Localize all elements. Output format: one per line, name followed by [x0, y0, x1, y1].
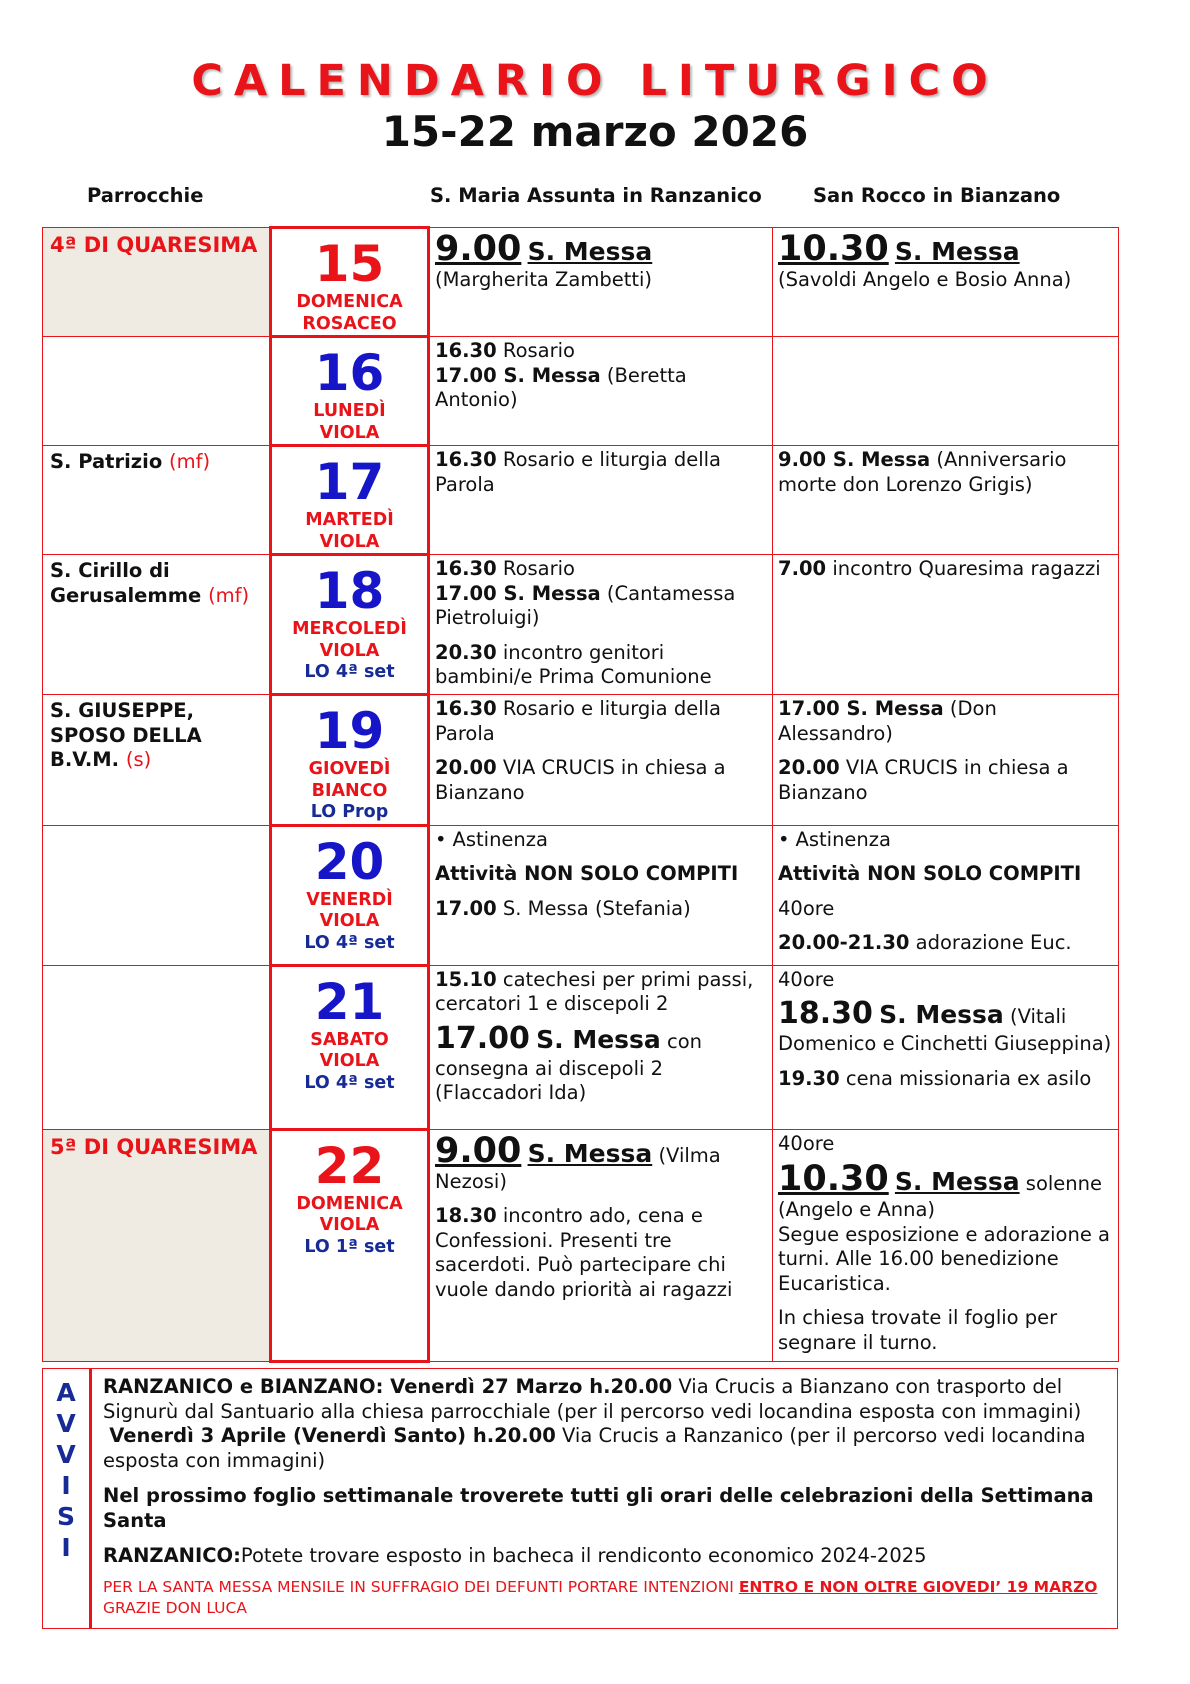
- page-subtitle: 15-22 marzo 2026: [381, 107, 809, 156]
- event-text: Rosario e liturgia della Parola: [435, 448, 721, 496]
- day-weekday: GIOVEDÌ: [308, 759, 391, 779]
- day-weekday: MARTEDÌ: [305, 510, 394, 530]
- event-text: (Anniversario morte don Lorenzo Grigis): [778, 448, 1067, 496]
- saint-cell: [43, 446, 271, 555]
- avviso-paragraph: Nel prossimo foglio settimanale troverete tutti gli orari delle celebrazioni della Settimana Santa: [103, 1484, 1094, 1532]
- day-number: 19: [314, 702, 385, 760]
- event-time: 9.00 S. Messa: [778, 448, 931, 471]
- header-parrocchie: Parrocchie: [87, 184, 204, 207]
- mass-label: S. Messa: [536, 1024, 661, 1054]
- avviso-bold: RANZANICO e BIANZANO: Venerdì 27 Marzo h.20.00: [103, 1375, 673, 1398]
- day-lo: LO 1ª set: [304, 1236, 395, 1257]
- event-time: 16.30: [435, 339, 497, 362]
- saint-cell: [43, 695, 271, 826]
- calendar-row: [43, 337, 1119, 446]
- mass-time: 18.30: [778, 996, 873, 1031]
- bullet-icon: •: [778, 827, 790, 851]
- saint-name: S. Patrizio: [50, 450, 163, 473]
- event-text: Rosario: [502, 339, 575, 362]
- ranzanico-cell: [429, 446, 773, 555]
- event-text: (Beretta Antonio): [435, 363, 687, 411]
- event-text: catechesi per primi passi, cercatori 1 e discepoli 2: [435, 967, 754, 1015]
- day-lo: LO 4ª set: [304, 1072, 395, 1093]
- day-color: ROSACEO: [302, 313, 397, 334]
- day-cell: [271, 446, 429, 555]
- mass-intention: (Savoldi Angelo e Bosio Anna): [778, 268, 1072, 291]
- event-text: solenne: [1025, 1172, 1103, 1195]
- header-bianzano: San Rocco in Bianzano: [813, 184, 1061, 207]
- bianzano-cell: [773, 446, 1119, 555]
- saint-name: 5ª DI QUARESIMA: [50, 1134, 258, 1159]
- avvisi-letter: I: [61, 1471, 71, 1500]
- day-color: VIOLA: [319, 911, 380, 931]
- avvisi-letter: I: [61, 1533, 71, 1562]
- saint-rank: (s): [125, 748, 152, 771]
- event-time: 20.00: [435, 756, 497, 779]
- mass-intention: (Angelo e Anna): [778, 1198, 936, 1221]
- day-number: 22: [314, 1136, 385, 1195]
- ranzanico-cell: [429, 825, 773, 965]
- day-number: 15: [314, 235, 385, 293]
- event-text: 40ore: [778, 967, 835, 991]
- bianzano-cell: [773, 337, 1119, 446]
- mass-time: 17.00: [435, 1020, 530, 1056]
- day-weekday: VENERDÌ: [306, 889, 393, 910]
- event-time: 17.00 S. Messa: [435, 581, 601, 605]
- header-ranzanico: S. Maria Assunta in Ranzanico: [430, 184, 762, 207]
- day-weekday: MERCOLEDÌ: [292, 619, 407, 639]
- avviso-bold: RANZANICO:: [103, 1544, 241, 1567]
- avviso-deadline: ENTRO E NON OLTRE GIOVEDI’ 19 MARZO: [738, 1577, 1098, 1596]
- avviso-notice: [103, 1577, 1109, 1619]
- day-cell: [271, 965, 429, 1129]
- event-text: incontro ado, cena e Confessioni. Presenti tre sacerdoti. Può partecipare chi vuole dando priorità ai ragazzi: [435, 1204, 733, 1301]
- activity-text: Attività NON SOLO COMPITI: [435, 862, 739, 885]
- day-cell: [271, 337, 429, 446]
- mass-label: S. Messa: [527, 1138, 653, 1168]
- bianzano-cell: [773, 965, 1119, 1129]
- day-number: 17: [314, 453, 385, 511]
- event-text: Rosario e liturgia della Parola: [435, 697, 721, 745]
- event-time: 7.00: [778, 557, 827, 580]
- event-time: 17.00 S. Messa: [778, 697, 944, 720]
- calendar-row: [43, 446, 1119, 555]
- saint-cell: [43, 965, 271, 1129]
- event-text: (Cantamessa Pietroluigi): [435, 581, 736, 629]
- ranzanico-cell: [429, 965, 773, 1129]
- event-text: incontro genitori bambini/e Prima Comunione: [435, 640, 712, 688]
- saint-cell: [43, 825, 271, 965]
- mass-label: S. Messa: [894, 237, 1020, 266]
- event-text: (Vitali Domenico e Cinchetti Giuseppina): [778, 1005, 1112, 1055]
- event-text: cena missionaria ex asilo: [845, 1066, 1092, 1090]
- mass-intention: (Margherita Zambetti): [435, 268, 653, 291]
- avviso-paragraph: [103, 1544, 1109, 1569]
- day-weekday: DOMENICA: [296, 292, 403, 312]
- ranzanico-cell: [429, 337, 773, 446]
- day-weekday: LUNEDÌ: [313, 401, 386, 421]
- avvisi-body: [103, 1375, 1109, 1619]
- event-text: Rosario: [502, 557, 575, 580]
- saint-cell: [43, 555, 271, 695]
- avvisi-letter: S: [56, 1502, 75, 1531]
- mass-time: 10.30: [778, 229, 889, 269]
- avviso-bold: Venerdì 3 Aprile (Venerdì Santo) h.20.00: [109, 1424, 556, 1447]
- day-cell: [271, 555, 429, 695]
- saint-cell: [43, 337, 271, 446]
- day-lo: LO Prop: [310, 802, 389, 822]
- bianzano-cell: [773, 555, 1119, 695]
- saint-cell: [43, 1129, 271, 1361]
- day-cell: [271, 1129, 429, 1361]
- saint-cell: [43, 228, 271, 337]
- ranzanico-cell: [429, 695, 773, 826]
- event-text: Astinenza: [452, 827, 548, 851]
- calendar-row: [43, 825, 1119, 965]
- avvisi-letter: V: [56, 1440, 76, 1469]
- day-color: VIOLA: [319, 640, 380, 661]
- ranzanico-cell: [429, 1129, 773, 1361]
- saint-name: S. Cirillo di Gerusalemme: [50, 559, 202, 607]
- bianzano-cell: [773, 228, 1119, 337]
- avviso-paragraph: [103, 1375, 1109, 1473]
- day-number: 18: [314, 562, 385, 620]
- day-number: 20: [314, 832, 385, 891]
- day-weekday: DOMENICA: [296, 1193, 403, 1214]
- avviso-text: Potete trovare esposto in bacheca il rendiconto economico 2024-2025: [240, 1544, 927, 1567]
- day-number: 16: [314, 344, 385, 402]
- avviso-text: Via Crucis a Bianzano con trasporto del Signurù dal Santuario alla chiesa parrocchiale (per il percorso vedi locandina esposta con immagini): [103, 1375, 1082, 1423]
- event-text: Astinenza: [795, 827, 891, 851]
- event-time: 20.00-21.30: [778, 931, 910, 954]
- avviso-text: PER LA SANTA MESSA MENSILE IN SUFFRAGIO DEI DEFUNTI PORTARE INTENZIONI: [103, 1577, 734, 1596]
- page-title: CALENDARIO LITURGICO: [191, 56, 999, 106]
- calendar-table: [42, 226, 1119, 1363]
- event-time: 20.30: [435, 640, 497, 664]
- event-time: 17.00: [435, 896, 497, 920]
- ranzanico-cell: [429, 555, 773, 695]
- saint-rank: (mf): [208, 583, 250, 607]
- avvisi-letter: A: [56, 1378, 76, 1407]
- event-time: 15.10: [435, 967, 497, 991]
- calendar-row: [43, 228, 1119, 337]
- activity-text: Attività NON SOLO COMPITI: [778, 862, 1082, 885]
- day-color: VIOLA: [319, 531, 380, 552]
- event-text: Segue esposizione e adorazione a turni. Alle 16.00 benedizione Eucaristica.: [778, 1222, 1110, 1295]
- mass-intention: (Vilma Nezosi): [435, 1143, 721, 1193]
- mass-label: S. Messa: [879, 1000, 1004, 1029]
- calendar-row: [43, 965, 1119, 1129]
- event-text: VIA CRUCIS in chiesa a Bianzano: [778, 756, 1069, 804]
- day-cell: [271, 825, 429, 965]
- day-color: BIANCO: [311, 780, 388, 801]
- bullet-icon: •: [435, 827, 447, 851]
- mass-label: S. Messa: [527, 237, 653, 266]
- event-time: 16.30: [435, 448, 497, 471]
- day-color: VIOLA: [319, 1051, 380, 1071]
- day-number: 21: [314, 972, 385, 1031]
- day-weekday: SABATO: [310, 1029, 389, 1050]
- event-time: 19.30: [778, 1066, 840, 1090]
- event-time: 18.30: [435, 1204, 497, 1227]
- event-text: con consegna ai discepoli 2 (Flaccadori Ida): [435, 1029, 702, 1104]
- event-text: In chiesa trovate il foglio per segnare il turno.: [778, 1306, 1058, 1354]
- event-text: 40ore: [778, 896, 835, 920]
- bianzano-cell: [773, 695, 1119, 826]
- day-cell: [271, 695, 429, 826]
- mass-time: 9.00: [435, 1130, 522, 1171]
- day-lo: LO 4ª set: [304, 662, 395, 682]
- event-text: incontro Quaresima ragazzi: [832, 557, 1101, 580]
- event-text: adorazione Euc.: [915, 931, 1072, 954]
- avviso-text: GRAZIE DON LUCA: [103, 1598, 247, 1617]
- avviso-text: Via Crucis a Ranzanico (per il percorso vedi locandina esposta con immagini): [103, 1424, 1086, 1472]
- day-cell: [271, 228, 429, 337]
- day-color: VIOLA: [319, 1215, 380, 1235]
- saint-rank: (mf): [169, 450, 211, 473]
- calendar-row: [43, 1129, 1119, 1361]
- event-time: 17.00 S. Messa: [435, 363, 601, 387]
- avvisi-box: [42, 1368, 1118, 1629]
- event-text: (Don Alessandro): [778, 697, 997, 745]
- day-color: VIOLA: [319, 422, 380, 443]
- avvisi-letter: V: [56, 1409, 76, 1438]
- event-time: 20.00: [778, 756, 840, 779]
- mass-time: 10.30: [778, 1159, 889, 1199]
- day-lo: LO 4ª set: [304, 932, 395, 953]
- calendar-row: [43, 695, 1119, 826]
- calendar-row: [43, 555, 1119, 695]
- bianzano-cell: [773, 1129, 1119, 1361]
- event-text: VIA CRUCIS in chiesa a Bianzano: [435, 756, 726, 804]
- mass-label: S. Messa: [894, 1167, 1020, 1196]
- event-time: 16.30: [435, 697, 497, 720]
- saint-name: 4ª DI QUARESIMA: [50, 233, 258, 257]
- event-text: S. Messa (Stefania): [502, 896, 691, 920]
- event-time: 16.30: [435, 557, 497, 580]
- event-text: 40ore: [778, 1131, 835, 1155]
- ranzanico-cell: [429, 228, 773, 337]
- bianzano-cell: [773, 825, 1119, 965]
- avvisi-label: [43, 1369, 92, 1628]
- saint-name: S. GIUSEPPE, SPOSO DELLA B.V.M.: [50, 699, 202, 771]
- mass-time: 9.00: [435, 229, 522, 269]
